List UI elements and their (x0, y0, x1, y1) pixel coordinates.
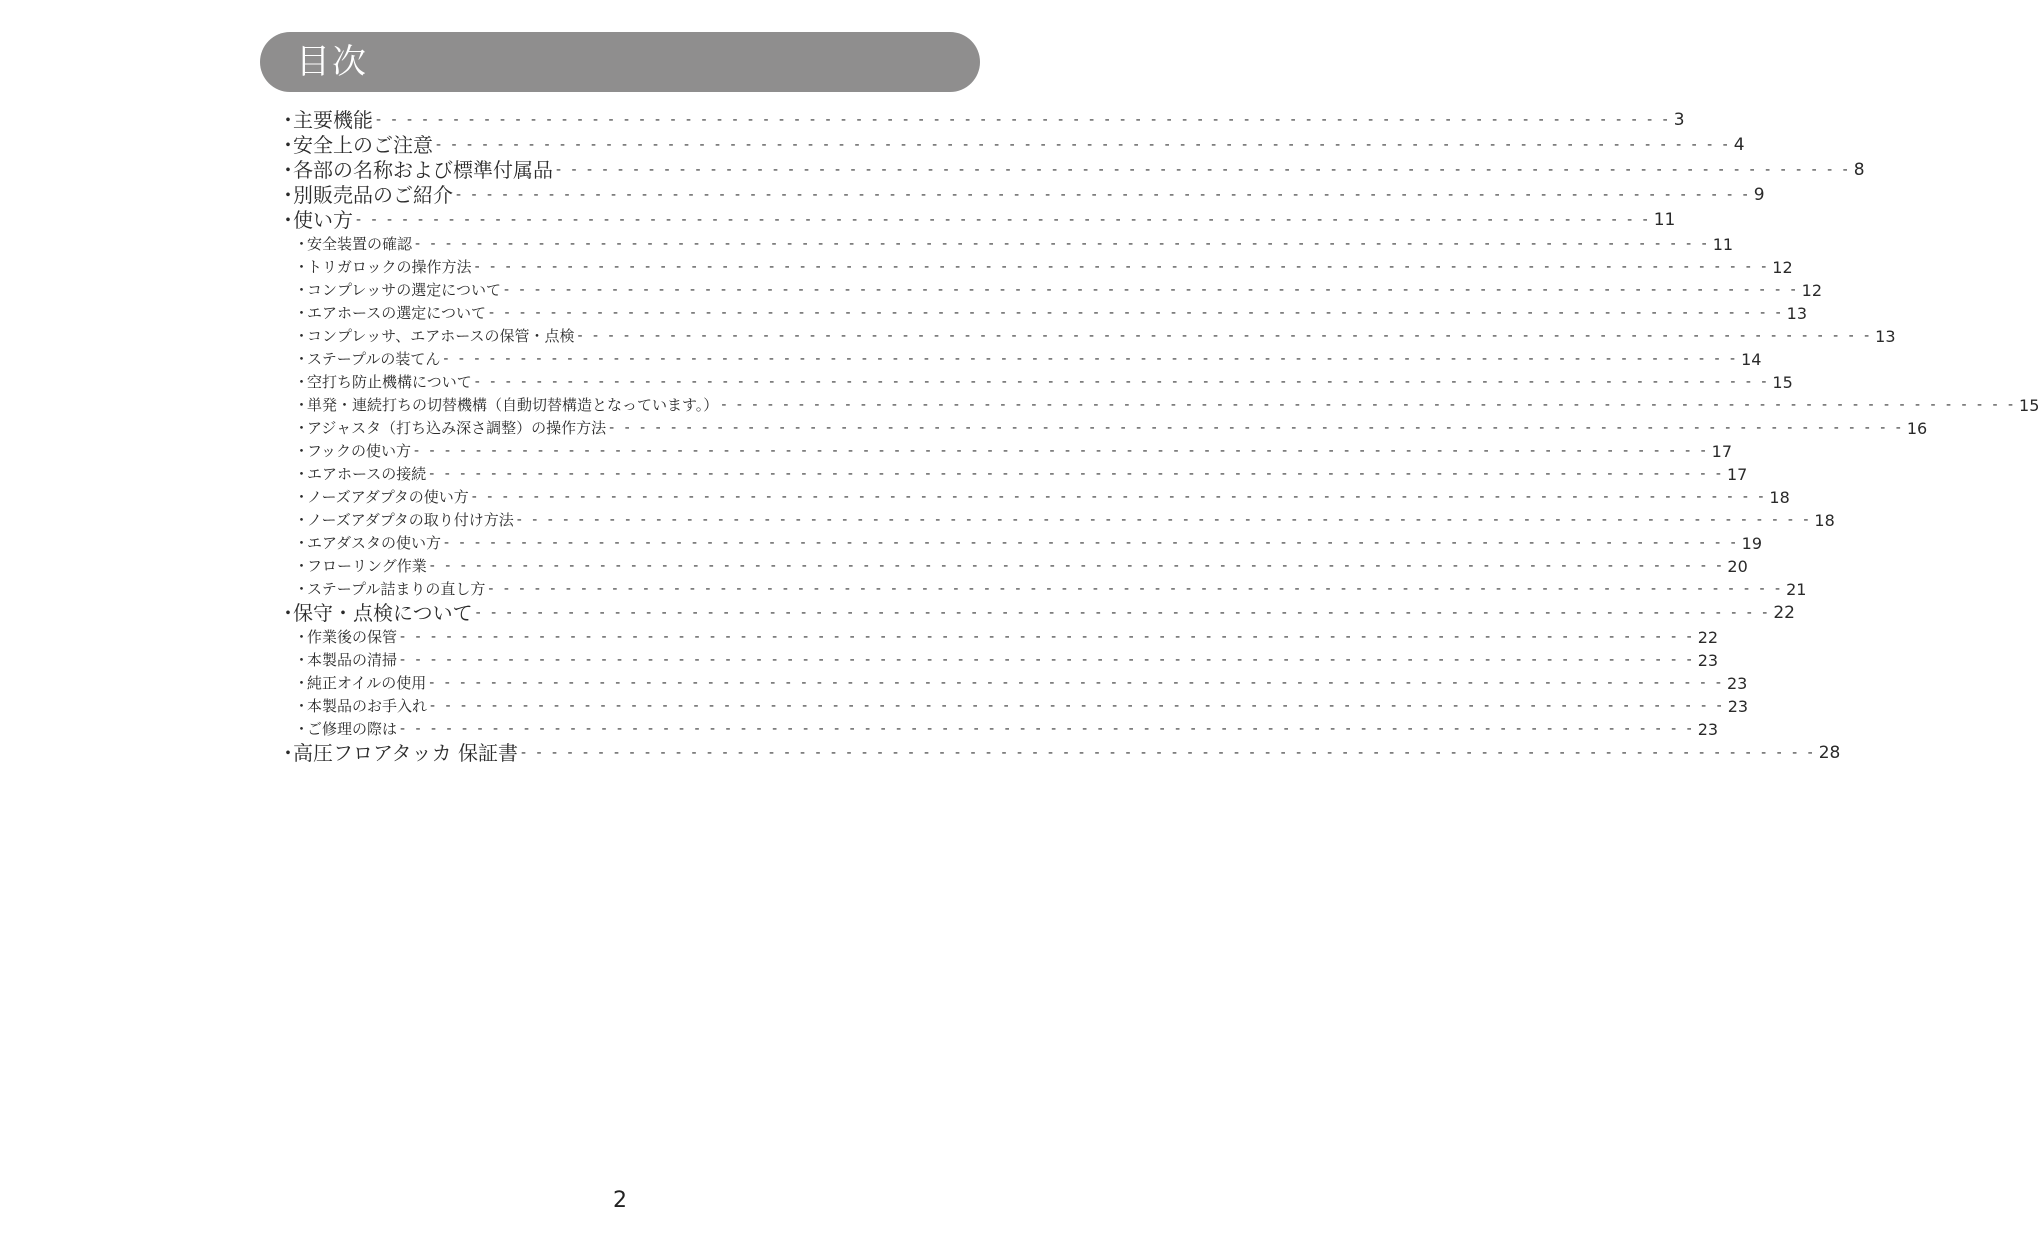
toc-leader-dots: - - - - - - - - - - - - - - - - - - - - - - - - - - - - - - - - - - - - - - - - - - - - - - - - - - - - - - - - - - - - - - - - - - - - - - - - - - - - - - - - - - - - (556, 162, 1851, 178)
toc-bullet: ・ (294, 465, 310, 483)
toc-label: 本製品のお手入れ (307, 697, 428, 715)
toc-leader-dots: - - - - - - - - - - - - - - - - - - - - - - - - - - - - - - - - - - - - - - - - - - - - - - - - - - - - - - - - - - - - - - - - - - - - - - - - - - - - - - - - - - - - (430, 698, 1725, 714)
toc-page-number: 22 (1773, 603, 1795, 623)
toc-label: 安全装置の確認 (307, 235, 413, 253)
toc-leader-dots: - - - - - - - - - - - - - - - - - - - - - - - - - - - - - - - - - - - - - - - - - - - - - - - - - - - - - - - - - - - - - - - - - - - - - - - - - - - - - - - - - - - - (721, 397, 2017, 413)
toc-label: コンプレッサ、エアホースの保管・点検 (307, 327, 575, 345)
page-number: 2 (613, 1188, 627, 1213)
toc-leader-dots: - - - - - - - - - - - - - - - - - - - - - - - - - - - - - - - - - - - - - - - - - - - - - - - - - - - - - - - - - - - - - - - - - - - - - - - - - - - - - - - - - - - - (429, 675, 1724, 691)
toc-leader-dots: - - - - - - - - - - - - - - - - - - - - - - - - - - - - - - - - - - - - - - - - - - - - - - - - - - - - - - - - - - - - - - - - - - - - - - - - - - - - - - - - - - - - (456, 187, 1751, 203)
toc-bullet: ・ (294, 419, 310, 437)
toc-label: 作業後の保管 (307, 628, 398, 646)
toc-leader-dots: - - - - - - - - - - - - - - - - - - - - - - - - - - - - - - - - - - - - - - - - - - - - - - - - - - - - - - - - - - - - - - - - - - - - - - - - - - - - - - - - - - - - (356, 212, 1651, 228)
toc-page-number: 13 (1786, 304, 1808, 323)
toc-entry[interactable] (278, 108, 1685, 133)
toc-bullet: ・ (278, 158, 298, 182)
toc-label: 本製品の清掃 (307, 651, 398, 669)
toc-bullet: ・ (294, 534, 310, 552)
toc-subentry[interactable] (278, 440, 1733, 463)
toc-page-number: 9 (1753, 185, 1765, 205)
toc-label: コンプレッサの選定について (307, 281, 501, 299)
toc-entry[interactable] (278, 158, 1865, 183)
toc-page-number: 15 (2019, 396, 2039, 415)
toc-bullet: ・ (294, 488, 310, 506)
toc-bullet: ・ (278, 208, 298, 232)
toc-label: 安全上のご注意 (293, 133, 433, 157)
toc-leader-dots: - - - - - - - - - - - - - - - - - - - - - - - - - - - - - - - - - - - - - - - - - - - - - - - - - - - - - - - - - - - - - - - - - - - - - - - - - - - - - - - - - - - - (474, 259, 1770, 275)
toc-entry[interactable] (278, 208, 1676, 233)
toc-bullet: ・ (294, 327, 310, 345)
toc-page-number: 17 (1726, 465, 1748, 484)
toc-title-bar (260, 32, 980, 92)
toc-label: 単発・連続打ちの切替機構（自動切替構造となっています。） (307, 396, 719, 414)
toc-label: トリガロックの操作方法 (307, 258, 472, 276)
toc-label: エアホースの選定について (307, 304, 486, 322)
toc-page-number: 14 (1741, 350, 1762, 369)
toc-subentry[interactable] (278, 325, 1896, 348)
toc-subentry[interactable] (278, 695, 1749, 718)
toc-bullet: ・ (294, 720, 310, 738)
toc-entry[interactable] (278, 741, 1841, 766)
toc-page-number: 3 (1673, 110, 1685, 130)
toc-page-number: 28 (1818, 743, 1841, 763)
toc-label: 保守・点検について (293, 601, 473, 625)
toc-bullet: ・ (294, 350, 310, 368)
toc-page-number: 19 (1741, 534, 1763, 553)
toc-bullet: ・ (294, 511, 310, 529)
toc-label: アジャスタ（打ち込み深さ調整）の操作方法 (307, 419, 607, 437)
toc-page-number: 11 (1653, 210, 1676, 230)
toc-page-number: 12 (1772, 258, 1793, 277)
toc-page-number: 23 (1727, 697, 1749, 716)
toc-page-number: 23 (1726, 674, 1748, 693)
toc-label: ノーズアダプタの使い方 (307, 488, 469, 506)
toc-leader-dots: - - - - - - - - - - - - - - - - - - - - - - - - - - - - - - - - - - - - - - - - - - - - - - - - - - - - - - - - - - - - - - - - - - - - - - - - - - - - - - - - - - - - (516, 512, 1812, 528)
toc-bullet: ・ (278, 183, 298, 207)
toc-subentry[interactable] (278, 486, 1790, 509)
toc-label: フローリング作業 (307, 557, 427, 575)
toc-subentry[interactable] (278, 417, 1928, 440)
toc-bullet: ・ (294, 557, 310, 575)
toc-leader-dots: - - - - - - - - - - - - - - - - - - - - - - - - - - - - - - - - - - - - - - - - - - - - - - - - - - - - - - - - - - - - - - - - - - - - - - - - - - - - - - - - - - - - (376, 112, 1671, 128)
toc-page-number: 18 (1769, 488, 1790, 507)
toc-bullet: ・ (294, 281, 310, 299)
toc-entry[interactable] (278, 183, 1765, 208)
toc-label: 別販売品のご紹介 (293, 183, 453, 207)
page-title: 目次 (296, 42, 368, 82)
toc-leader-dots: - - - - - - - - - - - - - - - - - - - - - - - - - - - - - - - - - - - - - - - - - - - - - - - - - - - - - - - - - - - - - - - - - - - - - - - - - - - - - - - - - - - - (488, 581, 1784, 597)
toc-bullet: ・ (278, 108, 298, 132)
toc-leader-dots: - - - - - - - - - - - - - - - - - - - - - - - - - - - - - - - - - - - - - - - - - - - - - - - - - - - - - - - - - - - - - - - - - - - - - - - - - - - - - - - - - - - - (413, 443, 1709, 459)
toc-leader-dots: - - - - - - - - - - - - - - - - - - - - - - - - - - - - - - - - - - - - - - - - - - - - - - - - - - - - - - - - - - - - - - - - - - - - - - - - - - - - - - - - - - - - (443, 535, 1739, 551)
toc-page-number: 23 (1697, 720, 1719, 739)
toc-page-number: 12 (1801, 281, 1823, 300)
toc-subentry[interactable] (278, 718, 1719, 741)
toc-bullet: ・ (294, 580, 310, 598)
toc-page-number: 4 (1733, 135, 1745, 155)
toc-leader-dots: - - - - - - - - - - - - - - - - - - - - - - - - - - - - - - - - - - - - - - - - - - - - - - - - - - - - - - - - - - - - - - - - - - - - - - - - - - - - - - - - - - - - (471, 489, 1767, 505)
toc-bullet: ・ (294, 628, 310, 646)
toc-leader-dots: - - - - - - - - - - - - - - - - - - - - - - - - - - - - - - - - - - - - - - - - - - - - - - - - - - - - - - - - - - - - - - - - - - - - - - - - - - - - - - - - - - - - (400, 721, 1695, 737)
toc-leader-dots: - - - - - - - - - - - - - - - - - - - - - - - - - - - - - - - - - - - - - - - - - - - - - - - - - - - - - - - - - - - - - - - - - - - - - - - - - - - - - - - - - - - - (415, 236, 1710, 252)
toc-page-number: 21 (1786, 580, 1807, 599)
toc-bullet: ・ (294, 235, 310, 253)
toc-subentry[interactable] (278, 348, 1762, 371)
toc-subentry[interactable] (278, 371, 1793, 394)
toc-leader-dots: - - - - - - - - - - - - - - - - - - - - - - - - - - - - - - - - - - - - - - - - - - - - - - - - - - - - - - - - - - - - - - - - - - - - - - - - - - - - - - - - - - - - (400, 629, 1695, 645)
toc-subentry[interactable] (278, 532, 1763, 555)
toc-subentry[interactable] (278, 256, 1793, 279)
toc-bullet: ・ (294, 396, 310, 414)
toc-subentry[interactable] (278, 302, 1808, 325)
toc-leader-dots: - - - - - - - - - - - - - - - - - - - - - - - - - - - - - - - - - - - - - - - - - - - - - - - - - - - - - - - - - - - - - - - - - - - - - - - - - - - - - - - - - - - - (475, 605, 1771, 621)
toc-leader-dots: - - - - - - - - - - - - - - - - - - - - - - - - - - - - - - - - - - - - - - - - - - - - - - - - - - - - - - - - - - - - - - - - - - - - - - - - - - - - - - - - - - - - (443, 351, 1739, 367)
toc-label: 各部の名称および標準付属品 (293, 158, 553, 182)
toc-label: ノーズアダプタの取り付け方法 (307, 511, 514, 529)
toc-leader-dots: - - - - - - - - - - - - - - - - - - - - - - - - - - - - - - - - - - - - - - - - - - - - - - - - - - - - - - - - - - - - - - - - - - - - - - - - - - - - - - - - - - - - (577, 328, 1873, 344)
toc-page-number: 22 (1697, 628, 1719, 647)
toc-bullet: ・ (294, 373, 310, 391)
toc-label: ステープルの装てん (307, 350, 441, 368)
toc-entry[interactable] (278, 601, 1795, 626)
table-of-contents (278, 108, 2039, 766)
toc-page-number: 23 (1697, 651, 1719, 670)
toc-page-number: 13 (1875, 327, 1896, 346)
toc-bullet: ・ (278, 741, 298, 765)
toc-page-number: 8 (1853, 160, 1865, 180)
toc-subentry[interactable] (278, 233, 1734, 256)
toc-bullet: ・ (294, 697, 310, 715)
toc-leader-dots: - - - - - - - - - - - - - - - - - - - - - - - - - - - - - - - - - - - - - - - - - - - - - - - - - - - - - - - - - - - - - - - - - - - - - - - - - - - - - - - - - - - - (503, 282, 1799, 298)
toc-page-number: 16 (1906, 419, 1928, 438)
toc-entry[interactable] (278, 133, 1745, 158)
toc-subentry[interactable] (278, 649, 1719, 672)
toc-leader-dots: - - - - - - - - - - - - - - - - - - - - - - - - - - - - - - - - - - - - - - - - - - - - - - - - - - - - - - - - - - - - - - - - - - - - - - - - - - - - - - - - - - - - (488, 305, 1784, 321)
toc-page-number: 15 (1772, 373, 1793, 392)
toc-subentry[interactable] (278, 555, 1748, 578)
toc-leader-dots: - - - - - - - - - - - - - - - - - - - - - - - - - - - - - - - - - - - - - - - - - - - - - - - - - - - - - - - - - - - - - - - - - - - - - - - - - - - - - - - - - - - - (400, 652, 1695, 668)
toc-page-number: 20 (1727, 557, 1748, 576)
toc-bullet: ・ (294, 258, 310, 276)
toc-label: ご修理の際は (307, 720, 398, 738)
toc-label: 使い方 (293, 208, 353, 232)
toc-leader-dots: - - - - - - - - - - - - - - - - - - - - - - - - - - - - - - - - - - - - - - - - - - - - - - - - - - - - - - - - - - - - - - - - - - - - - - - - - - - - - - - - - - - - (436, 137, 1731, 153)
toc-bullet: ・ (294, 304, 310, 322)
toc-leader-dots: - - - - - - - - - - - - - - - - - - - - - - - - - - - - - - - - - - - - - - - - - - - - - - - - - - - - - - - - - - - - - - - - - - - - - - - - - - - - - - - - - - - - (609, 420, 1904, 436)
toc-bullet: ・ (294, 442, 310, 460)
toc-label: 空打ち防止機構について (307, 373, 472, 391)
toc-label: エアダスタの使い方 (307, 534, 441, 552)
toc-leader-dots: - - - - - - - - - - - - - - - - - - - - - - - - - - - - - - - - - - - - - - - - - - - - - - - - - - - - - - - - - - - - - - - - - - - - - - - - - - - - - - - - - - - - (429, 558, 1725, 574)
toc-label: 主要機能 (293, 108, 373, 132)
toc-label: 純正オイルの使用 (307, 674, 427, 692)
toc-bullet: ・ (294, 674, 310, 692)
toc-label: 高圧フロアタッカ 保証書 (293, 741, 518, 765)
toc-label: エアホースの接続 (307, 465, 427, 483)
toc-bullet: ・ (278, 601, 298, 625)
toc-label: ステープル詰まりの直し方 (307, 580, 486, 598)
toc-subentry[interactable] (278, 394, 2039, 417)
toc-bullet: ・ (294, 651, 310, 669)
toc-label: フックの使い方 (307, 442, 411, 460)
toc-leader-dots: - - - - - - - - - - - - - - - - - - - - - - - - - - - - - - - - - - - - - - - - - - - - - - - - - - - - - - - - - - - - - - - - - - - - - - - - - - - - - - - - - - - - (429, 466, 1724, 482)
toc-bullet: ・ (278, 133, 298, 157)
toc-subentry[interactable] (278, 463, 1748, 486)
toc-page-number: 18 (1814, 511, 1835, 530)
toc-subentry[interactable] (278, 578, 1807, 601)
toc-page-number: 17 (1711, 442, 1733, 461)
toc-leader-dots: - - - - - - - - - - - - - - - - - - - - - - - - - - - - - - - - - - - - - - - - - - - - - - - - - - - - - - - - - - - - - - - - - - - - - - - - - - - - - - - - - - - - (520, 745, 1816, 761)
toc-subentry[interactable] (278, 672, 1748, 695)
toc-subentry[interactable] (278, 279, 1823, 302)
toc-subentry[interactable] (278, 626, 1719, 649)
toc-page-number: 11 (1712, 235, 1734, 254)
toc-subentry[interactable] (278, 509, 1835, 532)
toc-leader-dots: - - - - - - - - - - - - - - - - - - - - - - - - - - - - - - - - - - - - - - - - - - - - - - - - - - - - - - - - - - - - - - - - - - - - - - - - - - - - - - - - - - - - (474, 374, 1770, 390)
